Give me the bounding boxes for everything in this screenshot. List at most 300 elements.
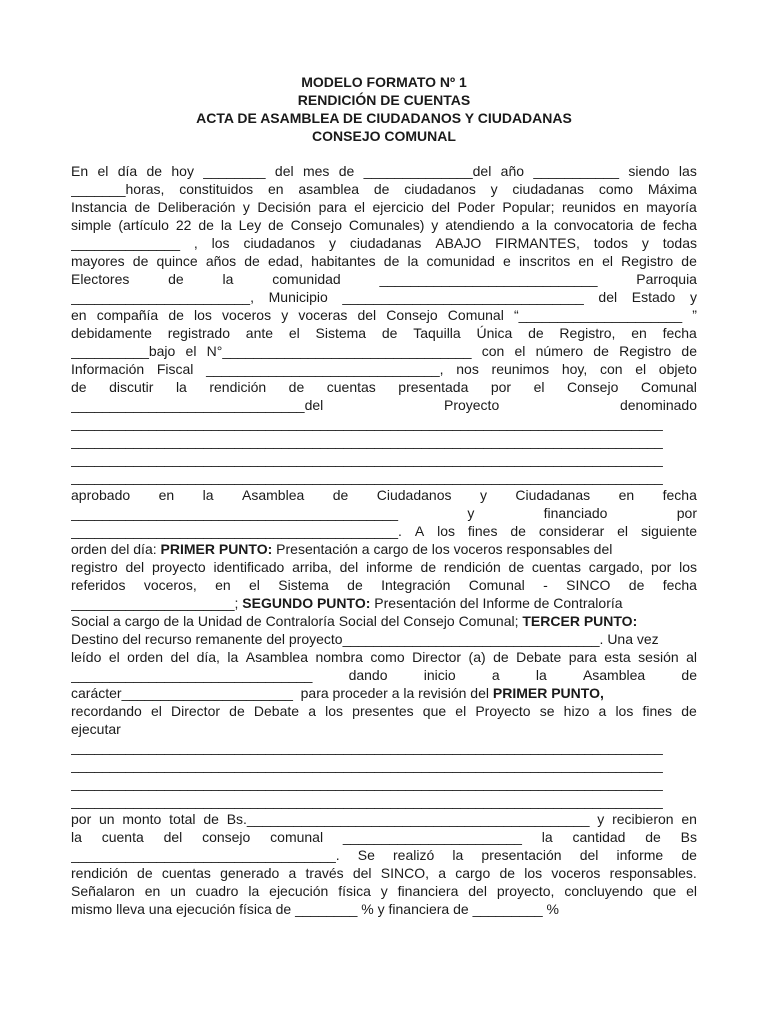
word: la: [222, 271, 234, 287]
word: ________: [203, 163, 266, 179]
text-line: [71, 162, 697, 180]
word: y: [479, 487, 487, 503]
word: del: [170, 649, 190, 665]
word: fecha: [662, 487, 697, 503]
word: de: [681, 847, 697, 863]
first-point-heading: PRIMER PUNTO:: [160, 541, 273, 557]
word: voceras: [298, 307, 348, 323]
word: y: [597, 811, 605, 827]
word: de: [198, 217, 214, 233]
word: de: [383, 253, 400, 269]
act-body-text: [71, 162, 697, 918]
word: ______________________________del: [71, 397, 324, 413]
word: hoy,: [561, 361, 588, 377]
text-line: [71, 324, 697, 342]
word: Única: [476, 325, 513, 341]
word: voceros: [222, 307, 272, 323]
word: Consejo: [386, 307, 438, 323]
word: en: [623, 199, 639, 215]
word: el: [617, 523, 629, 539]
word: del: [125, 559, 145, 575]
word: habitantes: [311, 253, 376, 269]
communal-council-title: CONSEJO COMUNAL: [312, 128, 456, 144]
text-line: [71, 846, 697, 864]
word: del: [579, 847, 599, 863]
word: (a): [468, 649, 486, 665]
word: de: [645, 829, 661, 845]
word: proyecto: [151, 559, 206, 575]
word: En: [71, 163, 89, 179]
word: Ciudadanas: [515, 487, 591, 503]
word: años: [205, 253, 237, 269]
word: se: [539, 703, 555, 719]
word: del: [431, 199, 451, 215]
text-line: [71, 396, 697, 414]
word: a: [288, 865, 297, 881]
text-line: ejecutar: [71, 721, 121, 737]
word: fecha: [662, 577, 697, 593]
word: __________________________________________: [71, 505, 399, 521]
word: del: [163, 829, 183, 845]
word: recordando: [71, 703, 142, 719]
word: a: [438, 865, 447, 881]
word: del: [357, 307, 377, 323]
word: e: [503, 253, 511, 269]
word: de: [493, 649, 509, 665]
word: registrado: [167, 325, 230, 341]
assembly-act-title: ACTA DE ASAMBLEA DE CIUDADANOS Y CIUDADANAS: [196, 110, 572, 126]
word: de: [510, 523, 526, 539]
word: y: [242, 199, 250, 215]
word: Ciudadanos: [376, 487, 452, 503]
word: Electores: [71, 271, 130, 287]
word: de: [288, 379, 305, 395]
word: en: [578, 253, 594, 269]
word: de: [681, 253, 697, 269]
word: los: [211, 235, 230, 251]
word: Debate: [516, 649, 562, 665]
word: fines: [642, 703, 673, 719]
word: monto: [122, 811, 162, 827]
word: con: [481, 343, 505, 359]
word: un: [170, 883, 186, 899]
word: con: [599, 361, 623, 377]
text-line: [71, 666, 697, 684]
word: _______________________________: [342, 289, 584, 305]
word: reunimos: [491, 361, 550, 377]
word: Consejo: [567, 379, 619, 395]
word: los: [524, 865, 543, 881]
word: _______________________,: [71, 289, 254, 305]
word: a: [491, 667, 500, 683]
word: informe: [616, 847, 664, 863]
word: Asamblea: [582, 667, 646, 683]
word: orden: [127, 649, 163, 665]
agenda-line: [71, 594, 697, 612]
word: el: [249, 577, 260, 593]
word: Consejo: [290, 217, 342, 233]
word: recibieron: [612, 811, 674, 827]
word: los: [679, 559, 697, 575]
word: en: [631, 325, 647, 341]
word: concluyendo: [564, 883, 643, 899]
word: considerar: [538, 523, 605, 539]
word: y: [467, 505, 475, 521]
word: el: [150, 703, 162, 719]
word: mes: [302, 163, 330, 179]
word: hoy: [171, 163, 194, 179]
word: y: [281, 307, 289, 323]
word: SINCO,: [380, 865, 429, 881]
word: de: [681, 667, 697, 683]
word: Registro: [619, 343, 672, 359]
word: nos: [456, 361, 479, 377]
word: Municipio: [268, 289, 328, 305]
word: informe: [366, 559, 413, 575]
word: objeto: [658, 361, 697, 377]
word: del: [598, 289, 618, 305]
word: cuenta: [101, 829, 144, 845]
word: N°________________________________: [206, 343, 472, 359]
text-line: mismo lleva una ejecución física de ________ % y financiera de _________ %: [71, 901, 559, 917]
word: fecha: [662, 217, 697, 233]
word: rendición: [209, 379, 267, 395]
text-line: [71, 702, 697, 720]
word: un: [99, 811, 115, 827]
word: compañía: [96, 307, 159, 323]
word: y: [380, 883, 388, 899]
word: los: [615, 703, 634, 719]
word: Bs.____________________________________________: [226, 811, 590, 827]
word: de: [681, 703, 697, 719]
word: denominado: [619, 397, 697, 413]
word: de: [499, 865, 516, 881]
word: _______________________: [342, 829, 522, 845]
word: por: [676, 505, 697, 521]
word: inscritos: [518, 253, 571, 269]
word: FIRMANTES,: [495, 235, 580, 251]
word: Popular;: [502, 199, 555, 215]
word: de: [593, 343, 609, 359]
word: de: [508, 559, 525, 575]
word: quince: [156, 253, 198, 269]
text-line: [71, 216, 697, 234]
word: __________bajo: [71, 343, 176, 359]
word: ciudadanos: [243, 235, 316, 251]
text-line: [71, 342, 697, 360]
word: aprobado: [71, 487, 131, 503]
word: el: [686, 883, 697, 899]
word: __________________________________________.: [71, 523, 402, 539]
word: física: [338, 883, 371, 899]
word: constituidos: [179, 181, 254, 197]
word: Taquilla: [413, 325, 461, 341]
word: fecha: [662, 325, 697, 341]
word: la: [541, 829, 553, 845]
word: de: [146, 163, 163, 179]
word: en: [144, 883, 161, 899]
word: financiado: [543, 505, 608, 521]
word: todas: [662, 235, 697, 251]
word: “_____________________: [513, 307, 683, 323]
word: Sistema: [315, 325, 367, 341]
word: cuentas: [531, 559, 581, 575]
word: los: [437, 523, 455, 539]
word: referidos: [71, 577, 126, 593]
word: el: [185, 343, 197, 359]
word: total: [169, 811, 196, 827]
blank-line: ____________________________________________________________________________: [71, 793, 663, 809]
word: Decisión: [257, 199, 312, 215]
word: presentes: [352, 703, 414, 719]
blank-line: ____________________________________________________________________________: [71, 415, 663, 431]
text-segment: orden del día:: [71, 541, 161, 557]
word: el: [97, 163, 109, 179]
word: día: [117, 163, 138, 179]
word: el: [635, 361, 647, 377]
text-line: [71, 378, 697, 396]
word: Director: [171, 703, 221, 719]
word: de: [528, 325, 544, 341]
word: consejo: [202, 829, 251, 845]
text-line: [71, 180, 697, 198]
word: los: [194, 307, 212, 323]
word: simple: [71, 217, 112, 233]
word: los: [325, 703, 344, 719]
text-line: Destino del recurso remanente del proyecto_________________________________. Una vez: [71, 631, 659, 647]
word: fines: [467, 523, 498, 539]
word: en: [215, 577, 231, 593]
word: Director: [412, 649, 462, 665]
word: el: [354, 199, 365, 215]
word: comunal: [270, 829, 324, 845]
word: cuentas: [161, 865, 211, 881]
word: Proyecto: [443, 397, 500, 413]
word: sesión: [638, 649, 679, 665]
word: de: [229, 703, 245, 719]
word: presentada: [398, 379, 469, 395]
word: de: [244, 253, 260, 269]
agenda-line: [71, 684, 697, 702]
word: Información: [71, 361, 145, 377]
text-line: [71, 198, 697, 216]
word: ______________________________,: [206, 361, 444, 377]
word: Comunales): [348, 217, 425, 233]
word: comunidad: [426, 253, 495, 269]
word: leído: [71, 649, 102, 665]
word: comunidad: [272, 271, 341, 287]
text-segment: _____________________;: [71, 595, 243, 611]
word: discutir: [109, 379, 154, 395]
word: en: [71, 307, 87, 323]
word: reunidos: [561, 199, 616, 215]
word: que: [422, 703, 447, 719]
word: convocatoria: [553, 217, 634, 233]
word: a: [308, 703, 316, 719]
word: la: [220, 217, 232, 233]
word: ciudadanos: [404, 181, 476, 197]
word: través: [305, 865, 344, 881]
word: la: [452, 847, 464, 863]
word: la: [71, 829, 82, 845]
word: ”: [692, 307, 697, 323]
text-segment: Social a cargo de la Unidad de Contraloría Social del Consejo Comunal;: [71, 613, 523, 629]
text-line: [71, 360, 697, 378]
word: la: [227, 649, 239, 665]
word: Se: [357, 847, 375, 863]
word: presentación: [481, 847, 562, 863]
word: a: [521, 217, 530, 233]
word: Integración: [381, 577, 451, 593]
word: 22: [175, 217, 192, 233]
text-line: [71, 864, 697, 882]
word: inicio: [423, 667, 456, 683]
word: de: [381, 325, 398, 341]
word: -: [543, 577, 548, 593]
word: Debate: [253, 703, 300, 719]
word: como: [598, 181, 634, 197]
word: el: [514, 343, 526, 359]
text-line: [71, 576, 697, 594]
text-line: [71, 234, 697, 252]
word: el: [108, 649, 120, 665]
word: ejecución: [269, 883, 329, 899]
word: mayores: [71, 253, 125, 269]
word: de: [132, 253, 149, 269]
word: Estado: [631, 289, 676, 305]
word: ___________: [533, 163, 619, 179]
word: Instancia: [71, 199, 128, 215]
word: asamblea: [298, 181, 360, 197]
word: realizó: [393, 847, 435, 863]
word: ,: [193, 235, 198, 251]
word: financiera: [397, 883, 459, 899]
word: ______________: [71, 235, 181, 251]
word: del: [274, 163, 294, 179]
word: la: [175, 379, 187, 395]
word: para: [318, 199, 347, 215]
word: voceros,: [143, 577, 197, 593]
word: Fiscal: [156, 361, 194, 377]
word: Proyecto: [475, 703, 531, 719]
word: por: [651, 559, 672, 575]
word: mayoría: [646, 199, 697, 215]
word: de: [640, 217, 656, 233]
word: Ley: [238, 217, 262, 233]
word: proyecto,: [496, 883, 555, 899]
word: de: [168, 307, 184, 323]
word: las: [678, 163, 697, 179]
word: y: [490, 181, 498, 197]
word: de: [137, 865, 153, 881]
word: A: [414, 523, 425, 539]
word: Comunal: [468, 577, 525, 593]
word: ABAJO: [435, 235, 482, 251]
word: como: [370, 649, 405, 665]
text-line: [71, 504, 697, 522]
word: responsables.: [609, 865, 697, 881]
word: Comunal: [447, 307, 504, 323]
word: Deliberación: [157, 199, 236, 215]
text-segment: Presentación del Informe de Contraloría: [370, 595, 623, 611]
text-line: [71, 486, 697, 504]
word: de: [134, 199, 151, 215]
text-line: [71, 882, 697, 900]
word: _______________________________: [71, 667, 313, 683]
text-line: [71, 270, 697, 288]
word: de: [373, 181, 390, 197]
word: edad,: [267, 253, 303, 269]
blank-line: ____________________________________________________________________________: [71, 739, 663, 755]
word: nombra: [315, 649, 363, 665]
text-line: [71, 522, 697, 540]
word: cuentas: [326, 379, 376, 395]
word: ciudadanas: [512, 181, 585, 197]
word: ante: [245, 325, 274, 341]
word: cantidad: [572, 829, 626, 845]
word: (artículo: [118, 217, 169, 233]
word: en: [158, 487, 175, 503]
word: siendo: [628, 163, 670, 179]
word: cargado,: [588, 559, 644, 575]
word: de: [347, 577, 363, 593]
word: ____________________________: [379, 271, 598, 287]
blank-line: ____________________________________________________________________________: [71, 469, 663, 485]
word: atendiendo: [445, 217, 515, 233]
word: en: [267, 181, 284, 197]
form-model-title: MODELO FORMATO Nº 1: [301, 74, 467, 90]
word: el: [455, 703, 467, 719]
word: __________________________________.: [71, 847, 340, 863]
word: Señalaron: [71, 883, 135, 899]
blank-line: ____________________________________________________________________________: [71, 757, 663, 773]
word: Sistema: [278, 577, 329, 593]
word: del: [468, 883, 487, 899]
word: Asamblea: [245, 649, 309, 665]
text-segment: Presentación a cargo de los voceros responsables del: [272, 541, 613, 557]
word: rendición: [71, 865, 128, 881]
first-point-reference: PRIMER PUNTO,: [492, 685, 604, 701]
word: día,: [196, 649, 220, 665]
word: la: [202, 487, 214, 503]
word: en: [618, 487, 635, 503]
word: hizo: [563, 703, 590, 719]
second-point-heading: SEGUNDO PUNTO:: [242, 595, 371, 611]
word: y: [641, 235, 649, 251]
agenda-line: [71, 540, 697, 558]
word: ciudadanas: [349, 235, 422, 251]
word: debidamente: [71, 325, 152, 341]
word: Máxima: [647, 181, 697, 197]
text-line: [71, 648, 697, 666]
word: a: [598, 703, 607, 719]
word: de: [681, 343, 697, 359]
blank-line: ____________________________________________________________________________: [71, 433, 663, 449]
word: por: [71, 811, 92, 827]
word: y: [431, 217, 439, 233]
word: todos: [593, 235, 628, 251]
word: el: [288, 325, 300, 341]
word: de: [338, 163, 355, 179]
word: cargo: [455, 865, 491, 881]
word: la: [407, 253, 419, 269]
word: dando: [348, 667, 388, 683]
word: que: [652, 883, 677, 899]
word: Asamblea: [242, 487, 305, 503]
word: de: [268, 217, 284, 233]
word: identificado: [213, 559, 285, 575]
word: al: [686, 649, 697, 665]
